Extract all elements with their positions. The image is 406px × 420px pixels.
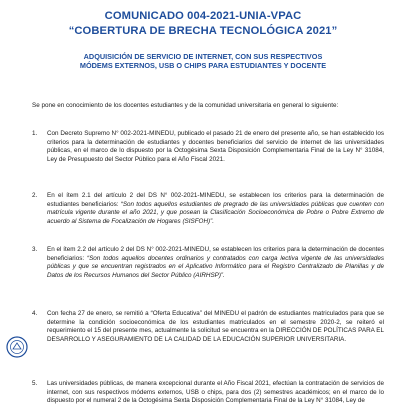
communique-subtitle bbox=[20, 52, 386, 70]
list-item-3 bbox=[32, 246, 384, 280]
list-text-quote: “Son todos aquellos estudiantes de pregrado de las universidades públicas que cuenten con matrícula vigente durante el año 2021, y que posean la Clasificación Socioeconómica de Pobre o Pobre Extremo de acuerdo al Sistema de Focalización de Hogares (SISFOH)”. bbox=[47, 200, 384, 225]
list-text: Las universidades públicas, de manera excepcional durante el Año Fiscal 2021, efectúan la contratación de servicios de internet, con sus respectivos módems externos, USB o chips, para dos (2) semestres académicos; en el marco de lo dispuesto por el numeral 2 de la Octogésima Sexta Disposición Complementaria Final de la Ley N° 31084, Ley de bbox=[47, 380, 384, 405]
communique-number: COMUNICADO 004-2021-UNIA-VPAC bbox=[104, 10, 302, 22]
list-number: 2. bbox=[32, 192, 38, 199]
list-text bbox=[47, 246, 384, 280]
subtitle-line-2: MÓDEMS EXTERNOS, USB O CHIPS PARA ESTUDIANTES Y DOCENTE bbox=[79, 61, 327, 70]
list-text-quote: “Son todos aquellos docentes ordinarios y contratados con carga lectiva vigente de las universidades públicas y que se encuentran registrados en el Aplicativo Informático para el Registro Centralizado de Planillas y de Datos de los Recursos Humanos del Sector Público (AIRHSP)”. bbox=[47, 254, 384, 279]
list-item-2 bbox=[32, 192, 384, 226]
list-number: 1. bbox=[32, 130, 38, 137]
list-number: 3. bbox=[32, 246, 38, 253]
list-text bbox=[47, 192, 384, 226]
list-text-plain: En el ítem 2.2 del artículo 2 del DS N° 002-2021-MINEDU, se establecen los criterios para la determinación de docentes beneficiarios: bbox=[47, 246, 384, 262]
intro-paragraph: Se pone en conocimiento de los docentes estudiantes y de la comunidad universitaria en general lo siguiente: bbox=[32, 102, 339, 109]
list-number: 4. bbox=[32, 310, 38, 317]
communique-title: “COBERTURA DE BRECHA TECNOLÓGICA 2021” bbox=[68, 25, 338, 37]
list-number: 5. bbox=[32, 380, 38, 387]
list-item-4 bbox=[32, 310, 384, 344]
list-text: Con fecha 27 de enero, se remitió a “Oferta Educativa” del MINEDU el padrón de estudiantes matriculados para que se determine la condición socioeconómica de los estudiantes matriculados en el semestre 2020-2, se reiteró el requerimiento el 15 del presente mes, actualmente la solicitud se encuentra en la DIRECCIÓN DE POLÍTICAS PARA EL DESARROLLO Y ASEGURAMIENTO DE LA CALIDAD DE LA EDUCACIÓN SUPERIOR UNIVERSITARIA. bbox=[47, 310, 384, 343]
list-text: Con Decreto Supremo N° 002-2021-MINEDU, publicado el pasado 21 de enero del presente año, se han establecido los criterios para la determinación de estudiantes y docentes beneficiarios del servicio de internet de las universidades públicas, en el marco de lo dispuesto por la Octogésima Sexta Disposición Complementaria Final de la Ley N° 31084, Ley de Presupuesto del Sector Público para el Año Fiscal 2021. bbox=[47, 130, 384, 163]
list-text-plain: En el ítem 2.1 del artículo 2 del DS N° 002-2021-MINEDU, se establecen los criterios para la determinación de estudiantes beneficiarios: bbox=[47, 192, 384, 208]
list-item-5 bbox=[32, 380, 384, 406]
subtitle-line-1: ADQUISICIÓN DE SERVICIO DE INTERNET, CON SUS RESPECTIVOS bbox=[83, 52, 323, 61]
university-seal-icon bbox=[6, 336, 28, 358]
list-item-1 bbox=[32, 130, 384, 164]
